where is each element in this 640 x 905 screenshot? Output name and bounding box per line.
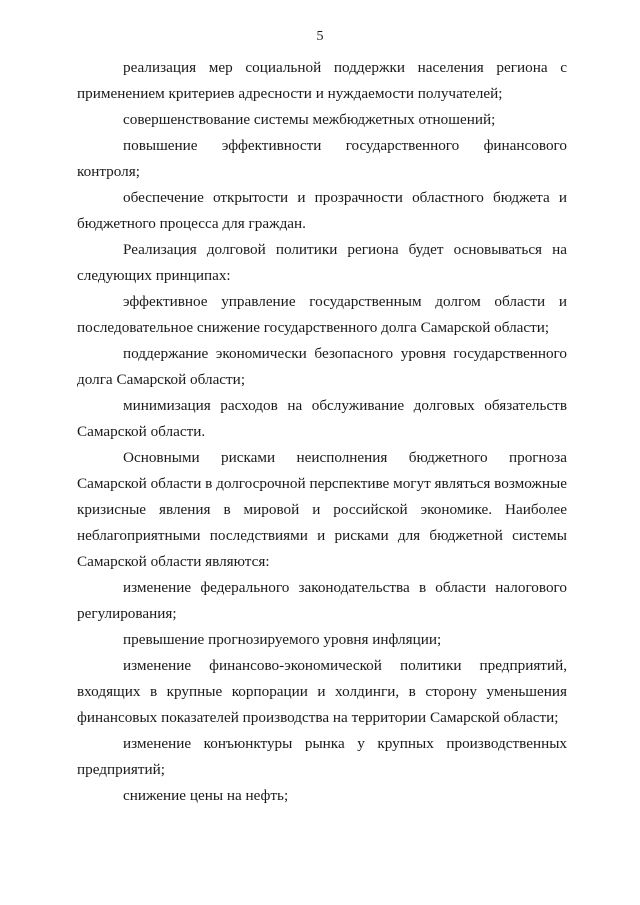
paragraph-interbudget-relations: совершенствование системы межбюджетных отношений; bbox=[123, 111, 496, 128]
paragraph-inflation: превышение прогнозируемого уровня инфляции; bbox=[123, 631, 442, 648]
paragraph-social-support: реализация мер социальной поддержки населения региона с применением критериев адресности и нуждаемости получателей; bbox=[77, 59, 567, 102]
paragraph-oil-price: снижение цены на нефть; bbox=[123, 787, 289, 804]
paragraph-risks-intro: Основными рисками неисполнения бюджетного прогноза Самарской области в долгосрочной перспективе могут являться возможные кризисные явления в мировой и российской экономике. Наиболее неблагоприятными последствиями и рисками для бюджетной системы Самарской области являются: bbox=[77, 449, 567, 570]
paragraph-debt-service-costs: минимизация расходов на обслуживание долговых обязательств Самарской области. bbox=[77, 397, 567, 440]
paragraph-budget-transparency: обеспечение открытости и прозрачности областного бюджета и бюджетного процесса для граждан. bbox=[77, 189, 567, 232]
paragraph-safe-debt-level: поддержание экономически безопасного уровня государственного долга Самарской области; bbox=[77, 345, 567, 388]
paragraph-financial-control: повышение эффективности государственного финансового контроля; bbox=[77, 137, 567, 180]
paragraph-market-conditions: изменение конъюнктуры рынка у крупных производственных предприятий; bbox=[77, 735, 567, 778]
paragraph-debt-management: эффективное управление государственным долгом области и последовательное снижение государственного долга Самарской области; bbox=[77, 293, 567, 336]
page-number: 5 bbox=[316, 29, 324, 44]
body-text bbox=[77, 55, 567, 809]
paragraph-tax-legislation: изменение федерального законодательства в области налогового регулирования; bbox=[77, 579, 567, 622]
paragraph-debt-policy-intro: Реализация долговой политики региона будет основываться на следующих принципах: bbox=[77, 241, 567, 284]
paragraph-corporate-policy: изменение финансово-экономической политики предприятий, входящих в крупные корпорации и холдинги, в сторону уменьшения финансовых показателей производства на территории Самарской области; bbox=[77, 657, 567, 726]
